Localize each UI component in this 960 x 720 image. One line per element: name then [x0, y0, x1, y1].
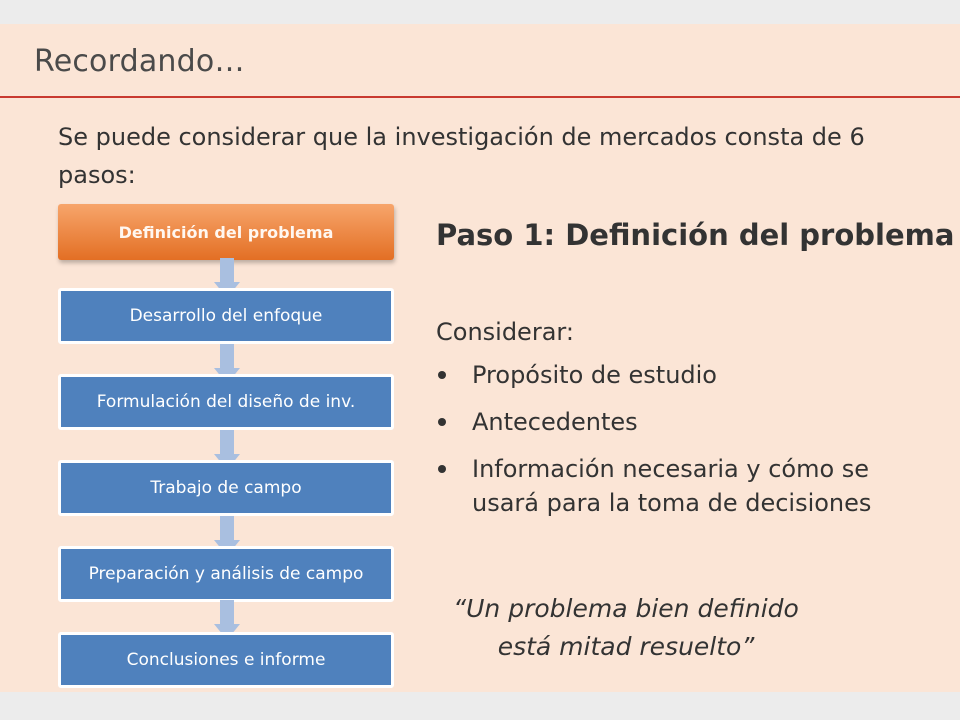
bullet-icon: [438, 418, 446, 426]
step-box-definicion: [58, 204, 394, 260]
step-label: Preparación y análisis de campo: [88, 564, 364, 584]
step-heading: Paso 1: Definición del problema: [436, 218, 955, 252]
list-item: [436, 358, 926, 392]
step-label: Formulación del diseño de inv.: [96, 392, 356, 412]
step-label: Trabajo de campo: [150, 478, 302, 498]
quote-text: “Un problema bien definido está mitad resuelto”: [453, 594, 799, 661]
list-item: [436, 452, 926, 520]
title-divider: [0, 96, 960, 98]
bullet-icon: [438, 465, 446, 473]
step-box-analisis: [58, 546, 394, 602]
intro-text: Se puede considerar que la investigación de mercados consta de 6 pasos:: [58, 123, 865, 189]
step-box-conclusiones: [58, 632, 394, 688]
step-label: Conclusiones e informe: [126, 650, 326, 670]
step-box-enfoque: [58, 288, 394, 344]
slide-title: Recordando…: [34, 44, 245, 79]
bullet-text: Propósito de estudio: [472, 361, 717, 389]
step-box-diseno: [58, 374, 394, 430]
consider-list: [436, 358, 926, 533]
consider-label: Considerar:: [436, 318, 574, 346]
step-label: Desarrollo del enfoque: [129, 306, 323, 326]
step-box-campo: [58, 460, 394, 516]
list-item: [436, 405, 926, 439]
step-label: Definición del problema: [118, 222, 334, 242]
bullet-text: Información necesaria y cómo se usará para la toma de decisiones: [472, 455, 872, 517]
bullet-icon: [438, 371, 446, 379]
bullet-text: Antecedentes: [472, 408, 638, 436]
